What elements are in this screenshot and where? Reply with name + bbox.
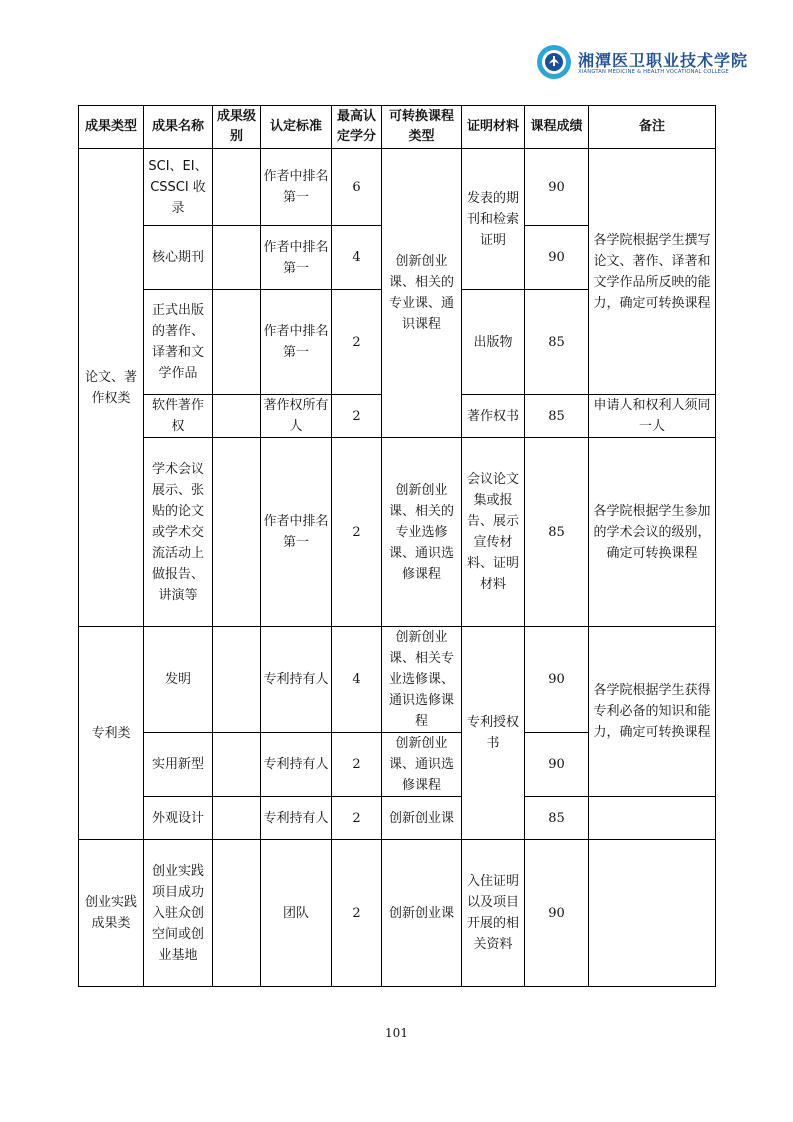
remark: 申请人和权利人须同一人 (589, 395, 716, 438)
remark: 各学院根据学生获得专利必备的知识和能力，确定可转换课程 (589, 627, 716, 797)
max-credit: 6 (332, 149, 382, 226)
recognition-standard: 作者中排名第一 (261, 149, 332, 226)
achievement-level (213, 395, 261, 438)
course-score: 90 (525, 840, 589, 987)
achievement-name: 创业实践项目成功入驻众创空间或创业基地 (144, 840, 213, 987)
achievement-name: 软件著作权 (144, 395, 213, 438)
proof-material: 著作权书 (462, 395, 525, 438)
course-type: 创新创业课、相关专业选修课、通识选修课程 (382, 627, 462, 733)
achievement-conversion-table (78, 105, 716, 987)
header-type: 成果类型 (79, 106, 144, 149)
proof-material: 会议论文集或报告、展示宣传材料、证明材料 (462, 438, 525, 627)
page-number: 101 (385, 1026, 408, 1040)
course-score: 90 (525, 627, 589, 733)
recognition-standard: 著作权所有人 (261, 395, 332, 438)
achievement-type: 论文、著作权类 (79, 149, 144, 627)
header-credit: 最高认定学分 (332, 106, 382, 149)
course-score: 85 (525, 438, 589, 627)
course-type: 创新创业课、通识选修课程 (382, 733, 462, 797)
max-credit: 4 (332, 226, 382, 290)
course-score: 90 (525, 733, 589, 797)
achievement-name: 发明 (144, 627, 213, 733)
course-score: 85 (525, 395, 589, 438)
course-score: 90 (525, 226, 589, 290)
achievement-name: 核心期刊 (144, 226, 213, 290)
school-name-en: XIANGTAN MEDICINE & HEALTH VOCATIONAL COLLEGE (578, 69, 729, 75)
header-remark: 备注 (589, 106, 716, 149)
proof-material: 发表的期刊和检索证明 (462, 149, 525, 290)
max-credit: 2 (332, 840, 382, 987)
course-score: 85 (525, 797, 589, 840)
remark: 各学院根据学生参加的学术会议的级别，确定可转换课程 (589, 438, 716, 627)
recognition-standard: 专利持有人 (261, 627, 332, 733)
course-type: 创新创业课 (382, 840, 462, 987)
proof-material: 专利授权书 (462, 627, 525, 840)
course-type: 创新创业课 (382, 797, 462, 840)
header-name: 成果名称 (144, 106, 213, 149)
achievement-name: 外观设计 (144, 797, 213, 840)
course-type: 创新创业课、相关的专业课、通识课程 (382, 149, 462, 438)
recognition-standard: 作者中排名第一 (261, 438, 332, 627)
achievement-name: 学术会议展示、张贴的论文或学术交流活动上做报告、讲演等 (144, 438, 213, 627)
header-score: 课程成绩 (525, 106, 589, 149)
proof-material: 入住证明以及项目开展的相关资料 (462, 840, 525, 987)
achievement-name: 实用新型 (144, 733, 213, 797)
recognition-standard: 作者中排名第一 (261, 226, 332, 290)
max-credit: 2 (332, 438, 382, 627)
max-credit: 2 (332, 797, 382, 840)
table-row (79, 840, 716, 987)
header-standard: 认定标准 (261, 106, 332, 149)
table-header-row (79, 106, 716, 149)
achievement-level (213, 627, 261, 733)
achievement-level (213, 733, 261, 797)
table-row (79, 438, 716, 627)
max-credit: 2 (332, 395, 382, 438)
header-proof: 证明材料 (462, 106, 525, 149)
max-credit: 2 (332, 733, 382, 797)
achievement-level (213, 797, 261, 840)
achievement-level (213, 226, 261, 290)
school-logo (536, 44, 749, 84)
achievement-type: 创业实践成果类 (79, 840, 144, 987)
max-credit: 4 (332, 627, 382, 733)
table-row (79, 797, 716, 840)
achievement-level (213, 438, 261, 627)
table-row (79, 627, 716, 733)
header-course-type: 可转换课程类型 (382, 106, 462, 149)
recognition-standard: 专利持有人 (261, 733, 332, 797)
school-emblem-icon (536, 44, 572, 80)
recognition-standard: 专利持有人 (261, 797, 332, 840)
remark (589, 797, 716, 840)
achievement-name: SCI、EI、CSSCI 收录 (144, 149, 213, 226)
proof-material: 出版物 (462, 290, 525, 395)
remark: 各学院根据学生撰写论文、著作、译著和文学作品所反映的能力，确定可转换课程 (589, 149, 716, 395)
school-name-cn: 湘潭医卫职业技术学院 (578, 51, 749, 70)
course-score: 85 (525, 290, 589, 395)
course-type: 创新创业课、相关的专业选修课、通识选修课程 (382, 438, 462, 627)
achievement-level (213, 290, 261, 395)
achievement-name: 正式出版的著作、译著和文学作品 (144, 290, 213, 395)
recognition-standard: 作者中排名第一 (261, 290, 332, 395)
table-row (79, 149, 716, 226)
achievement-level (213, 840, 261, 987)
remark (589, 840, 716, 987)
header-level: 成果级别 (213, 106, 261, 149)
achievement-level (213, 149, 261, 226)
course-score: 90 (525, 149, 589, 226)
max-credit: 2 (332, 290, 382, 395)
achievement-type: 专利类 (79, 627, 144, 840)
recognition-standard: 团队 (261, 840, 332, 987)
